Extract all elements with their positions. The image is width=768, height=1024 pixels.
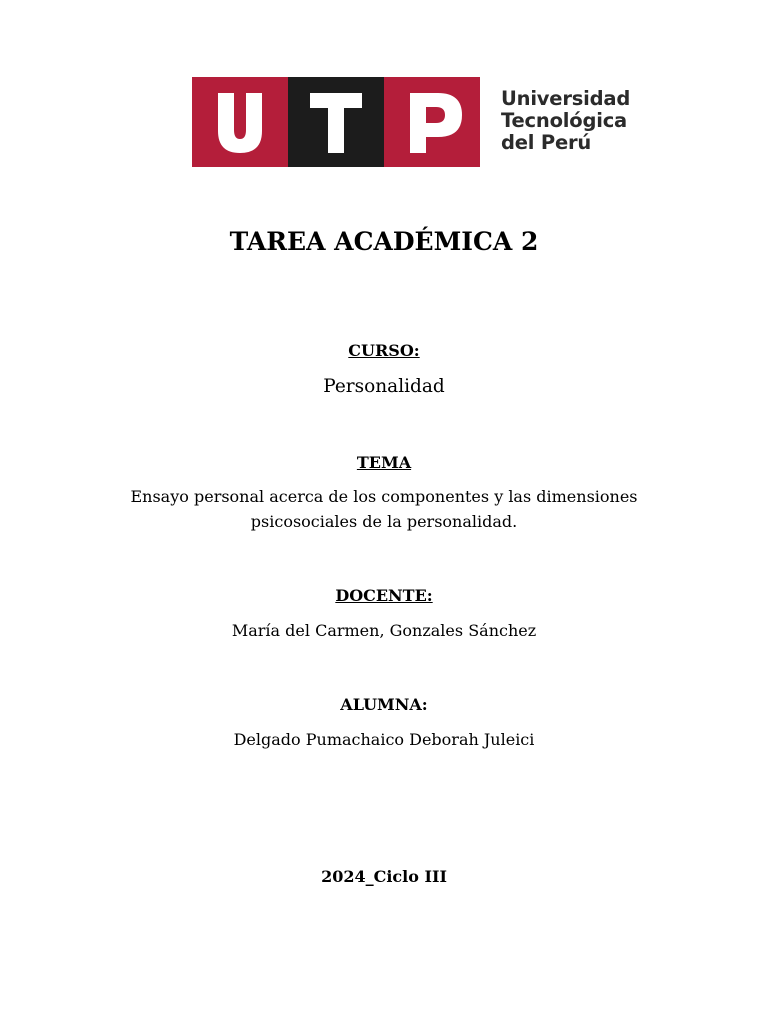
utp-logo: [192, 77, 642, 167]
logo-name-line: Tecnológica: [501, 109, 628, 132]
alumna-label: ALUMNA:: [340, 695, 428, 714]
docente-value: María del Carmen, Gonzales Sánchez: [231, 621, 537, 640]
logo-university-name: [501, 88, 630, 154]
logo-letters-icon: [192, 77, 480, 167]
docente-label: DOCENTE:: [335, 586, 433, 605]
logo-name-line: Universidad: [501, 87, 631, 110]
tema-line: Ensayo personal acerca de los componentes y las dimensiones: [130, 487, 638, 506]
logo-name-line: del Perú: [501, 131, 592, 154]
curso-label: CURSO:: [348, 341, 420, 360]
tema-label: TEMA: [356, 453, 412, 472]
document-title: TAREA ACADÉMICA 2: [229, 227, 539, 256]
tema-line: psicosociales de la personalidad.: [250, 512, 518, 531]
curso-value: Personalidad: [323, 376, 445, 397]
period-label: 2024_Ciclo III: [321, 867, 447, 886]
alumna-value: Delgado Pumachaico Deborah Juleici: [233, 730, 535, 749]
